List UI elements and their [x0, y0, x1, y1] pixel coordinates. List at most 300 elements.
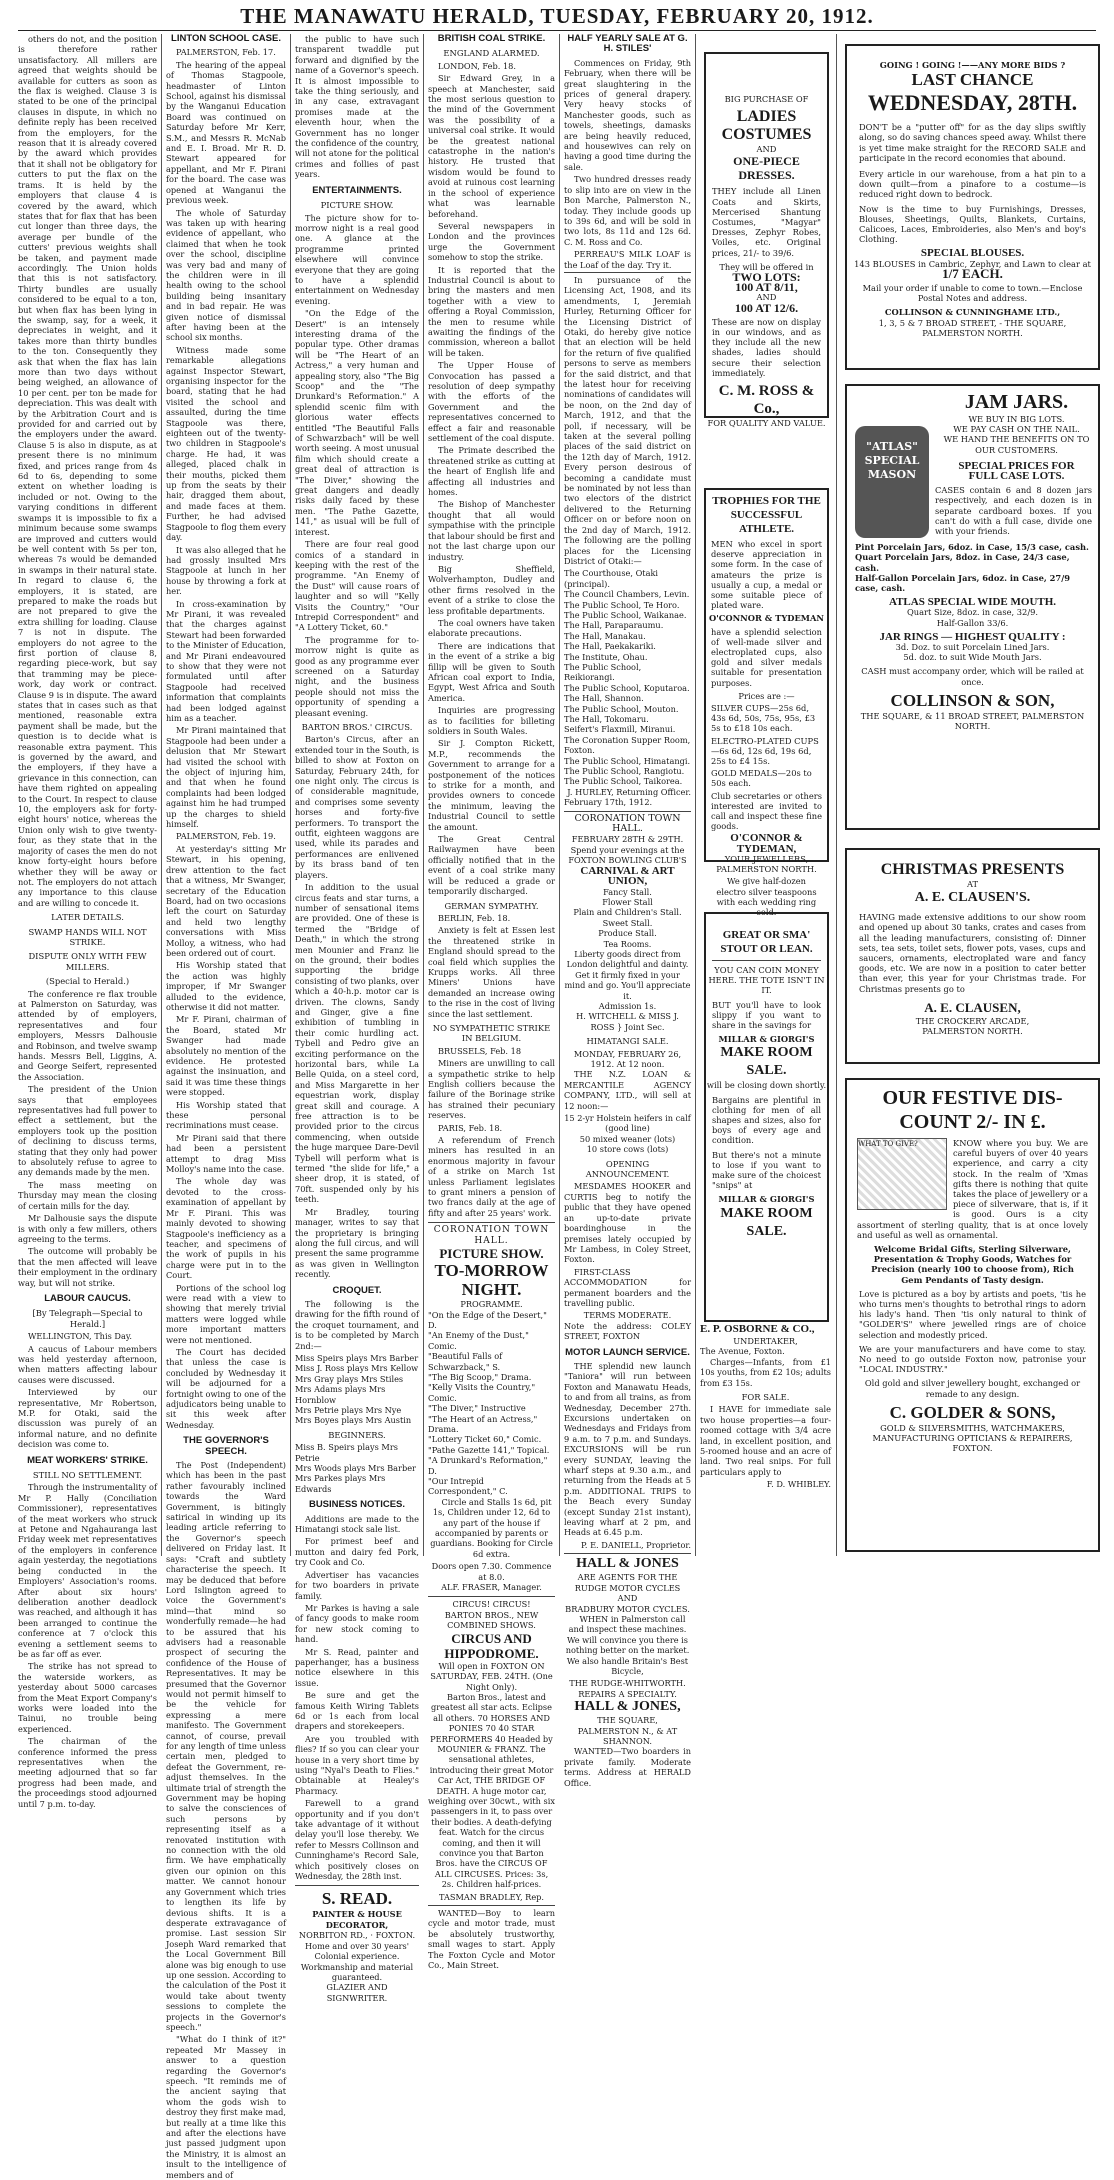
paragraph: Anxiety is felt at Essen lest the threatened strike in England should spread to the coal field which supplies the Krupps works. All three Miners' Unions have demanded an increase owing to the rise in the cost of living since the last settlement.: [428, 925, 555, 1019]
clausen-name: A. E. CLAUSEN'S.: [914, 890, 1031, 906]
circus-rep: TASMAN BRADLEY, Rep.: [438, 1891, 545, 1902]
paragraph: Mr Pirani said that there had been a persistent attempt to drag Miss Molloy's name into the case.: [166, 1132, 286, 1175]
paragraph: Advertiser has vacancies for two boarders in private family.: [295, 1569, 419, 1601]
collinson-cunninghame-advert: [845, 44, 1100, 370]
going-line: GOING ! GOING !——ANY MORE BIDS ?: [879, 60, 1066, 70]
polling-place: The Public School, Koputaroa.: [564, 682, 690, 693]
paragraph: The chairman of the conference informed the press representatives when the meeting adjourned that so far progress had been made, and the proceedings stood adjourned until 7 p.m. to-day.: [18, 1736, 157, 1809]
paragraph: Two hundred dresses ready to slip into are on view in the Bon Marche, Palmerston N., today. They include goods up to 39s 6d, and will be sold in two lots, 8s 11d and 12s 6d. C. M. Ross and Co.: [564, 174, 691, 247]
read-address: NORBITON RD., · FOXTON.: [298, 1930, 416, 1941]
rings-line: 3d. Doz. to suit Porcelain Lined Jars.: [895, 642, 1050, 653]
paragraph: Witness made some remarkable allegations against Inspector Stewart, organising inspector for the board, stating that he had visited the school and assaulted, during the time Stagpoole was there, eighteen out of the twenty-two children in Stagpoole's charge. He had, it was alleged, placed chalk in their mouths, picked them up from the seats by their hair, dragged them about, and made faces at them. Further, he had advised Stagpoole to flog them every day.: [166, 344, 286, 543]
golder-town: FOXTON.: [952, 1443, 993, 1454]
polling-place: The Public School, Taikorea.: [564, 776, 683, 787]
jars-cases: CASES contain 6 and 8 dozen jars respectively, and each dozen is in separate cardboard boxes. If you can't do with a full case, divide one with your friends.: [935, 485, 1092, 537]
paragraph: Be sure and get the famous Keith Wiring Tablets 6d or 1s each from local drapers and storekeepers.: [295, 1690, 419, 1732]
polling-place: The Courthouse, Otaki (principal).: [564, 568, 659, 589]
barton-shows: BARTON BROS., NEW COMBINED SHOWS.: [444, 1609, 539, 1631]
meat-subhead: STILL NO SETTLEMENT.: [32, 1470, 143, 1481]
ross-advert: [704, 52, 829, 429]
masthead: THE MANAWATU HERALD, TUESDAY, FEBRUARY 20, 1912.: [240, 4, 874, 28]
blouses-line: 143 BLOUSES in Cambric, Zephyr, and Lawn to clear at: [854, 258, 1091, 269]
launch-proprietor: P. E. DANIELL, Proprietor.: [581, 1539, 691, 1550]
polling-place: The Public School, Rangiotu.: [564, 766, 685, 777]
clausen-body: HAVING made extensive additions to our show room and opened up about 30 tanks, crates and cases from all the leading manufacturers, consisting of: Dinner sets, tea sets, toilet sets, flower pots, vases, cups and saucers, ornaments, electroplated ware and fancy goods, etc. We are now in a position to cater better than ever, this year for your Christmas trade. For Christmas presents go to: [859, 912, 1086, 994]
read-name: S. READ.: [321, 1889, 393, 1909]
paragraph: It was also alleged that he had grossly insulted Mrs Stagpoole at lunch in her house by throwing a fork at her.: [166, 544, 286, 597]
paragraph: Additions are made to the Himatangi stock sale list.: [295, 1513, 419, 1535]
polling-place: The Institute, Ohau.: [564, 651, 648, 662]
linton-heading: LINTON SCHOOL CASE.: [171, 33, 281, 44]
price-line: SILVER CUPS—25s 6d, 43s 6d, 50s, 75s, 95s, £3 5s to £18 10s each.: [711, 703, 816, 734]
column-rule: [836, 34, 837, 1556]
ross-onepiece: ONE-PIECE DRESSES.: [733, 154, 800, 183]
paragraph: A referendum of French miners has resulted in an enormous majority in favour of a strike on March 1st unless Parliament legislates to grant miners a pension of two francs daily at the age of fifty and after 25 years' work.: [428, 1135, 555, 1218]
price-line: GOLD MEDALS—20s to 50s each.: [711, 768, 812, 789]
paragraph: In cross-examination by Mr Pirani, it was revealed that the charges against Stewart had been forwarded to the Minister of Education, and Mr Pirani endeavoured to show that they were not formulated until after Stagpoole had received information that complaints had been lodged against him as a teacher.: [166, 598, 286, 723]
millar-advert: [704, 912, 829, 1322]
himatangi-date: MONDAY, FEBRUARY 26, 1912. At 12 noon.: [573, 1048, 682, 1069]
advert-venue: CORONATION TOWN HALL.: [433, 1225, 550, 1246]
opening-address: Note the address: COLEY STREET, FOXTON: [564, 1320, 691, 1342]
coll1-body: DON'T be a "putter off" for as the day slips swiftly along, so do saving chances speed away. Whilst there is yet time make straight for the RECORD SALE and participate in the record economies that abound.: [859, 122, 1086, 163]
polling-place: The Hall, Shannon.: [564, 693, 644, 704]
jar-illustration: "ATLAS" SPECIAL MASON: [855, 426, 929, 538]
ross-big: BIG PURCHASE OF: [724, 94, 809, 104]
picture-show-subhead: PICTURE SHOW.: [320, 200, 394, 211]
paragraph: The strike has not spread to the waterside workers, as yesterday about 5000 carcases from the Meat Export Company's works were loaded into the Tainui, no trouble being experienced.: [18, 1661, 157, 1734]
paragraph: Sir J. Compton Rickett, M.P., recommends the Government to arrange for a postponement of the notices to strike for a month, and provides owners to concede the minimum, leaving the Industrial Council to settle the amount.: [428, 738, 555, 832]
prices: Circle and Stalls 1s 6d, pit 1s, Children under 12, 6d to any part of the house if accompanied by parents or guardians. Booking for Circle 6d extra.: [430, 1496, 553, 1559]
special-credit: (Special to Herald.): [45, 976, 130, 987]
polling-place: The Public School, Reikiorangi.: [564, 661, 642, 683]
read-experience: Home and over 30 years' Colonial experience.: [305, 1940, 409, 1962]
carnival-venue: CORONATION TOWN HALL.: [574, 812, 681, 835]
draw-line: Mrs Petrie plays Mrs Nye: [295, 1405, 402, 1415]
jar-rings: JAR RINGS — HIGHEST QUALITY :: [879, 630, 1066, 643]
dateline: WELLINGTON, This Day.: [28, 1331, 132, 1342]
trophy-clubs: Club secretaries or others interested are invited to call and inspect these fine goods.: [711, 790, 822, 832]
paragraph: The president of the Union says that employees representatives had full power to effect a settlement, but the employers took up the position of declining to discuss terms, stating that they only had power to absolutely refuse to agree to any demands made by the men.: [18, 1084, 157, 1178]
for-sale-heading: FOR SALE.: [741, 1392, 790, 1403]
golder-body: KNOW where you buy. We are careful buyers of over 40 years experience, and carry a city stock. In the realm of 'Xmas gifts there is nothing that quite takes the place of jewellery or a piece of silverware, that is, if it is good. Ours is a city assortment of sterling quality, that is at once lovely and useful as well as ornamental.: [857, 1138, 1088, 1240]
paragraph: Inquiries are progressing as to facilities for billeting soldiers in South Wales.: [428, 705, 555, 736]
flax-article-text: others do not, and the position is therefore rather unsatisfactory. All millers are agreed that weights should be available for cutters as soon as the flax is weighed. Clause 3 is stated to be one of the principal clauses in dispute, in which no definite reply has been received from the employers, for the reason that it is already covered by the award which provides that it shall not be obligatory for cutters to put the flax on the trams. It is held by the employers that clause 4 is covered by the award, which states that for flax that has been cut longer than three days, the average per bundle of the cutters' previous weights shall be taken, and payment made accordingly. The Union holds that this is not satisfactory. Thirty bundles are usually considered to be equal to a ton, but when flax has been lying in the swamp, say, for a week, it depreciates in weight, and it takes more than thirty bundles to the ton. Consequently they ask that when the flax has lain more than two days without being weighed, an allowance of 10 per cent. per ton be made for depreciation. This was dealt with by the Arbitration Court and is provided for and carried out by the employers under the award. Clause 5 is also in dispute, as at present there is no minimum fixed, and prices range from 4s 6d to 6s, depending to some extent on whether loading is included or not. Owing to the varying conditions in different swamps it is impossible to fix a minimum because some swamps are improved and cutters would be well content with 5s per ton, whereas 7s would be demanded in swamps in their natural state. In regard to clause 6, the employers, it is stated, are prepared to make the roads but are not prepared to give the extra shilling for loading. Clause 7 is not in dispute. The employers do not agree to the first portion of clause 8, regarding piece-work, but say that tramming may be piece-work, day work or contract. Clause 9 is in dispute. The award states that in cases such as that mentioned, reasonable extra payment shall be made, but the question is to decide what is reasonable extra payment. This is governed by the award, and the employers, if they have a grievance in this connection, can have them righted on appealing to the Court. In respect to clause 10, the employers ask for forty-eight hours' notice, whereas the Union only wish to give twenty-four, as they state that in the majority of cases the men do not know forty-eight hours before whether they will be away or not. The employers do not attach any importance to this clause and are willing to concede it.: [18, 34, 157, 908]
paragraph: Mr Pirani maintained that Stagpoole had been under a delusion that Mr Stewart had visited the school with the object of injuring him, and that when he found complaints had been lodged against him he had trumped up the charges to shield himself.: [166, 725, 286, 830]
ross-and-2: AND: [756, 292, 777, 303]
hall-jones-rudge: THE RUDGE-WHITWORTH.: [569, 1678, 686, 1689]
draw-line: Miss J. Ross plays Mrs Kellow: [295, 1363, 419, 1374]
read-glazier: GLAZIER AND SIGNWRITER.: [326, 1982, 388, 2003]
atlas-quart: Quart Size, 8doz. in case, 32/9.: [906, 607, 1039, 618]
collinson-son-name: COLLINSON & SON,: [890, 690, 1055, 710]
stock-item: 15 2-yr Holstein heifers in calf (good line): [564, 1113, 691, 1134]
wednesday-line: WEDNESDAY, 28TH.: [867, 90, 1078, 116]
ross-lot-2: 100 AT 12/6.: [734, 300, 799, 315]
polling-place: The Hall, Tokomaru.: [564, 714, 649, 724]
ross-ladies: LADIES COSTUMES: [721, 108, 812, 144]
hall-jones-advert: [564, 1553, 691, 1746]
carnival-advert: [564, 811, 691, 1033]
opening-body: MESDAMES HOOKER and CURTIS beg to notify the public that they have opened an up-to-date private boardinghouse in the premises lately occupied by Mr Lambess, in Coley Street, Foxton.: [564, 1181, 691, 1265]
opening-terms: TERMS MODERATE.: [583, 1310, 672, 1321]
trophy-firm: O'CONNOR & TYDEMAN: [709, 613, 824, 624]
dateline: BRUSSELS, Feb. 18: [438, 1045, 522, 1056]
launch-body: THE splendid new launch "Taniora" will run between Foxton and Manawatu Heads, to and from all trains, as from Wednesday, December 27th. Excursions undertaken on Wednesdays and Fridays from 9 a.m. to 7 p.m. and Sundays. EXCURSIONS will be run every SUNDAY, leaving the wharf steps at 9.30 a.m., and returning from the Heads at 5 p.m. ADDITIONAL TRIPS to the Beach every Sunday (except Sunday 21st instant), leaving wharf at 2 pm, and Heads at 6.45 p.m.: [564, 1360, 691, 1538]
german-sympathy-heading: GERMAN SYMPATHY.: [444, 900, 539, 911]
programme-item: "The Diver," Instructive: [428, 1403, 526, 1414]
paragraph: The whole day was devoted to the cross-examination of appellant by Mr F. Pirani. This was mainly devoted to showing Stagpoole's inefficiency as a teacher, and specimens of the work of pupils in his charge were put in to the Court.: [166, 1176, 286, 1281]
programme-item: "On the Edge of the Desert," D.: [428, 1309, 547, 1330]
millar-tote: YOU CAN COIN MONEY HERE. THE TOTE ISN'T IN IT.: [708, 965, 825, 996]
clausen-advert: [845, 848, 1100, 1064]
programme-item: "An Enemy of the Dust," Comic.: [428, 1330, 529, 1351]
rings-line: 5d. doz. to suit Wide Mouth Jars.: [903, 652, 1042, 663]
paragraph: Are you troubled with flies? If so you can clear your house in a very short time by using "Nyal's Death to Flies." Obtainable at Healey's Pharmacy.: [295, 1733, 419, 1796]
for-sale-body: I HAVE for immediate sale two house properties—a four-roomed cottage with 3/4 acre land, in excellent position, and 5-roomed house and an acre of land. Two real snips. For full particulars apply to: [700, 1404, 831, 1477]
trophy-name: O'CONNOR & TYDEMAN,: [730, 832, 803, 855]
hall-jones-name-2: HALL & JONES,: [574, 1699, 681, 1715]
paragraph: Interviewed by our representative, Mr Robertson, M.P. for Otaki, said the discussion was purely of an informal nature, and no definite decision was come to.: [18, 1387, 157, 1450]
millar-make-2: MAKE ROOM: [720, 1205, 813, 1221]
golder-title-1: OUR FESTIVE DIS-: [882, 1087, 1063, 1109]
ross-offered: They will be offered in: [719, 261, 814, 272]
paragraph: The programme for to-morrow night is quite as good as any programme ever screened on a Saturday night, and the business people should not miss the opportunity of spending a pleasant evening.: [295, 634, 419, 718]
dateline: BERLIN, Feb. 18.: [438, 912, 511, 923]
trophy-title: TROPHIES FOR THE SUCCESSFUL ATHLETE.: [712, 495, 821, 535]
paragraph: The Court has decided that unless the case is concluded by Wednesday it will be adjourned for a fortnight owing to one of the adjudicators being unable to sit this week after Wednesday.: [166, 1346, 286, 1430]
coal-strike-heading: BRITISH COAL STRIKE.: [437, 33, 546, 44]
returning-officer: J. HURLEY, Returning Officer.: [567, 786, 691, 797]
paragraph: The Primate described the threatened strike as cutting at the heart of English life and affecting all industries and homes.: [428, 445, 555, 498]
each-price: 1/7 EACH.: [942, 265, 1003, 281]
notice-date: February 17th, 1912.: [564, 797, 653, 808]
clausen-title: CHRISTMAS PRESENTS: [880, 861, 1065, 878]
stock-item: 10 store cows (lots): [586, 1144, 669, 1155]
millar-lose: But there's not a minute to lose if you want to make sure of the choicest "snips" at: [712, 1149, 821, 1191]
column-rule: [161, 34, 162, 1556]
paragraph: "On the Edge of the Desert" is an intensely interesting drama of the popular type. Other dramas will be "The Heart of an Actress," a very human and appealing story, also "The Big Scoop" and the "The Drunkard's Reformation." A splendid scenic film with glorious water effects entitled "The Beautiful Falls of Schwarzbach" will be well worth seeing. A most unusual film which should create a great deal of attraction is "The Diver," showing the great dangers and deadly risks daily faced by these men. "The Pathe Gazette, 141," as usual will be full of interest.: [295, 308, 419, 537]
polling-place: The Hall, Paekakariki.: [564, 641, 656, 652]
trophy-body-2: have a splendid selection of well-made silver and electroplated cups, also gold and silver medals suitable for presentation purposes.: [711, 626, 822, 688]
jars-cash: CASH must accompany order, which will be railed at once.: [861, 666, 1084, 687]
atlas-half: Half-Gallon 33/6.: [936, 617, 1009, 628]
trophy-advert: [704, 488, 829, 917]
himatangi-body: THE N.Z. LOAN & MERCANTILE AGENCY COMPANY, LTD., will sell at 12 noon:—: [564, 1069, 691, 1111]
quart-line: Quart Porcelain Jars, 8doz. in Case, 24/3 case, cash.: [855, 552, 1070, 573]
paragraph: Sir Edward Grey, in a speech at Manchester, said the most serious question to the mind of the Government was the possibility of a universal coal strike. It would be the greatest national catastrophe in the nation's history. He trusted that wisdom would be found to avoid at ruinous cost learning in the school of experience what was learnable beforehand.: [428, 73, 555, 219]
paragraph: The conference re flax trouble at Palmerston on Saturday, was attended by of employers, representatives and four employers, Messrs Dalhousie and Robinson, and twelve swamp hands. Messrs Bell, Liggins, A. and George Seifert, represented the Association.: [18, 988, 157, 1082]
column-1: [18, 34, 157, 1809]
jam-jars-advert: [845, 384, 1100, 830]
carnival-dates: FEBRUARY 28TH & 29TH.: [571, 834, 684, 845]
circus-advert: [428, 1596, 555, 1902]
stiles-sale-heading: HALF YEARLY SALE AT G. H. STILES': [567, 33, 688, 55]
polling-place: The Public School, Waikanae.: [564, 609, 687, 620]
paragraph: Mr F. Pirani, chairman of the Board, stated Mr Swanger had made absolutely no mention of the evidence. He protested against the insinuation, and said it was time these things were stopped.: [166, 1014, 286, 1098]
whibley: F. D. WHIBLEY.: [766, 1479, 831, 1490]
himatangi-heading: HIMATANGI SALE.: [586, 1036, 669, 1047]
column-rule: [290, 34, 291, 1556]
programme-item: "The Heart of an Actress," Drama.: [428, 1413, 538, 1434]
trophy-role: YOUR JEWELLERS,: [724, 853, 809, 864]
ross-name: C. M. ROSS & Co.,: [718, 383, 815, 418]
circus-cry: CIRCUS! CIRCUS!: [452, 1599, 531, 1610]
polling-place: The Public School, Mouton.: [564, 703, 679, 714]
paragraph: Mr Parkes is having a sale of fancy goods to make room for new stock coming to hand.: [295, 1602, 419, 1645]
opening-accommodation: FIRST-CLASS ACCOMMODATION for permanent boarders and the travelling public.: [564, 1266, 691, 1308]
advert-night: TO-MORROW NIGHT.: [434, 1261, 549, 1300]
paragraph: Through the instrumentality of Mr P. Hally (Conciliation Commissioner), representatives of the meat workers who struck at Petone and Ngahauranga last Friday week met representatives of the employers in conference again yesterday, the negotiations being conducted in the Employers' Association's rooms. After about six hours' deliberation another deadlock was reached, and although it has been arranged to continue the conference at 7 o'clock this evening a settlement seems to be as far off as ever.: [18, 1482, 157, 1659]
ross-two-lots: TWO LOTS:: [732, 270, 801, 285]
circus-open: Will open in FOXTON ON SATURDAY, FEB. 24TH. (One Night Only).: [430, 1660, 553, 1692]
carnival-title: CARNIVAL & ART UNION,: [580, 864, 675, 888]
trophy-town: PALMERSTON NORTH.: [716, 864, 817, 875]
draw-line: Mrs Boyes plays Mrs Austin: [295, 1415, 412, 1426]
trophy-prices: Prices are :—: [738, 690, 795, 701]
millar-sale-2: SALE.: [746, 1223, 787, 1239]
osborne-charges: Charges—Infants, from £1 10s youths, from £2 10s; adults from £3 15s.: [700, 1356, 831, 1388]
column-6-lower: [700, 1322, 831, 1552]
coll1-town: PALMERSTON NORTH.: [922, 327, 1023, 338]
labour-caucus-heading: LABOUR CAUCUS.: [44, 1292, 131, 1304]
paragraph: PERREAU'S MILK LOAF is the Loaf of the day. Try it.: [564, 249, 691, 270]
beginners-subhead: BEGINNERS.: [328, 1429, 386, 1440]
polling-place: The Coronation Supper Room, Foxton.: [564, 734, 691, 756]
osborne-trade: UNDERTAKER,: [733, 1336, 798, 1346]
millar-name-1: MILLAR & GIORGI'S: [718, 1034, 815, 1045]
paragraph: The mass meeting on Thursday may mean the closing of certain mills for the day.: [18, 1179, 157, 1211]
column-2: [166, 33, 286, 2180]
paragraph: Miners are unwilling to call a sympathetic strike to help English colliers because the failure of the Borinage strike has strained their pecuniary reserves.: [428, 1058, 555, 1121]
polling-place: The Public School, Te Horo.: [564, 599, 680, 610]
coll1-every: Every article in our warehouse, from a hat pin to a down quilt—from a pinafore to a costume—is reduced right down to bedrock.: [859, 169, 1086, 200]
hall-jones-repairs: REPAIRS A SPECIALTY.: [578, 1688, 677, 1699]
meat-workers-heading: MEAT WORKERS' STRIKE.: [27, 1454, 148, 1466]
programme-item: "Our Intrepid Correspondent," C.: [428, 1476, 508, 1497]
hall-jones-body: WHEN in Palmerston call and inspect these machines. We will convince you there is nothing better on the market. We also handle Britain's Best Bicycle,: [565, 1613, 690, 1676]
circus-title: CIRCUS AND HIPPODROME.: [444, 1630, 539, 1661]
wanted-boarders: WANTED—Two boarders in private family. Moderate terms. Address at HERALD Office.: [564, 1746, 691, 1788]
paragraph: In addition to the usual circus feats and star turns, a number of sensational items are provided. One of these is termed the "Bridge of Death," in which the strong men Mounier and Franz lie on the ground, their bodies supporting the bridge consisting of two planks, over which a 40-h.p. motor car is driven. The clowns, Sandy and Ginger, give a fine exhibition of tumbling in their comic hurdling act. Tybell and Pedro give an exciting performance on the horizontal bars, while La Belle Quida, on a steel cord, and Miss Margarette in her equestrian work, display great skill and courage. A free attraction is to be provided prior to the circus commencing, when outside the huge marquee Dare-Devil Tybell will perform what is termed "the slide for life," a sheer drop, it is stated, of 70ft. suspended only by his teeth.: [295, 882, 419, 1205]
draw-line: Mrs Parkes plays Mrs Edwards: [295, 1473, 386, 1494]
column-3: [295, 34, 419, 2003]
paragraph: "What do I think of it?" repeated Mr Massey in answer to a question regarding the Governor's speech. "It reminds me of the ancient saying that whom the gods wish to destroy they first make mad, but really at a time like this and after the elections have just passed judgment upon the Ministry, it is almost an insult to the intelligence of members and of: [166, 2034, 286, 2180]
mail-order: Mail your order if unable to come to town.—Enclose Postal Notes and address.: [862, 283, 1083, 304]
stall: Tea Rooms.: [603, 938, 652, 949]
telegraph-credit: [By Telegraph—Special to Herald.]: [32, 1308, 143, 1329]
programme-item: "Pathe Gazette 141," Topical.: [428, 1444, 550, 1455]
carnival-admission: Admission 1s.: [598, 1000, 657, 1011]
read-trade: PAINTER & HOUSE DECORATOR,: [312, 1909, 402, 1930]
jars-line: WE PAY CASH ON THE NAIL.: [953, 424, 1080, 435]
circus-body: Barton Bros., latest and greatest all star acts. Eclipse all others. 70 HORSES AND PONIES 70 40 STAR PERFORMERS 40 Headed by MOUNIER & FRANZ. The sensational athletes, introducing their great Motor Car Act, THE BRIDGE OF DEATH. A huge motor car, weighing over 30cwt., with six passengers in it, to pass over their bodies. A death-defying feat. Watch for the circus coming, and then it will convince you that Barton Bros. have the CIRCUS OF ALL CIRCUSES. Prices: 3s, 2s. Children half-prices.: [428, 1691, 555, 1890]
hall-jones-bradbury: BRADBURY MOTOR CYCLES.: [565, 1603, 690, 1614]
stock-item: 50 mixed weaner (lots): [579, 1133, 676, 1144]
paragraph: There are indications that in the event of a strike a big fillip will be given to South African coal export to India, Egypt, West Africa and South America.: [428, 640, 555, 703]
masthead-rule: [18, 30, 1096, 31]
stall: Produce Stall.: [598, 928, 657, 939]
dateline: LONDON, Feb. 18.: [438, 60, 516, 71]
golder-trade: GOLD & SILVERSMITHS, WATCHMAKERS, MANUFACTURING OPTICIANS & REPAIRERS,: [872, 1422, 1073, 1444]
millar-closing: will be closing down shortly.: [706, 1080, 827, 1091]
price-line: ELECTRO-PLATED CUPS—6s 6d, 12s 6d, 19s 6d, 25s to £4 15s.: [711, 735, 819, 767]
coal-subhead: ENGLAND ALARMED.: [443, 48, 540, 59]
jars-line: WE HAND THE BENEFITS ON TO OUR CUSTOMERS.: [943, 434, 1090, 455]
swamp-hands-subhead: SWAMP HANDS WILL NOT STRIKE.: [28, 926, 147, 947]
golder-list: Welcome Bridal Gifts, Sterling Silverware, Presentation & Trophy Goods, Watches for Precision (nearly 100 to choose from), Rich Gem Pendants of Tasty design.: [871, 1244, 1074, 1285]
read-advert: [295, 1885, 419, 2003]
paragraph: The Bishop of Manchester thought that all would sympathise with the principle that labour should be first and not the last charge upon our industry.: [428, 499, 555, 562]
paragraph: the public to have such transparent twaddle put forward and dignified by the name of a Governor's speech. It is almost impossible to take the thing seriously, and in any case, extravagant promises made at the eleventh hour, when the Government has no longer the confidence of the country, will not atone for the political crimes and follies of past years.: [295, 34, 419, 180]
hall-jones-name: HALL & JONES: [576, 1556, 679, 1572]
licensing-notice: In pursuance of the Licensing Act, 1908, and its amendments, I, Jeremiah Hurley, Returning Officer for the Licensing District of Otaki, do hereby give notice that an election will be held for the return of five qualified persons to serve as members for the said district, and that the latest hour for receiving nominations of candidates will be noon, on the 2nd day of March, 1912, and that the poll, if necessary, will be taken at the several polling places of the said district on the 12th day of March, 1912. Every person desirous of becoming a candidate must be nominated by not less than two electors of the district delivered to the Returning Officer on or before noon on the 2nd day of March, 1912. The following are the polling places for the Licensing District of Otaki:—: [564, 272, 691, 566]
millar-name-2: MILLAR & GIORGI'S: [718, 1194, 815, 1205]
column-rule: [423, 34, 424, 1556]
paragraph: There are four real good comics of a standard in keeping with the rest of the programme. "An Enemy of the Dust" will cause roars of laughter and so will "Kelly Visits the Country," "Our Intrepid Correspondent" and "A Lottery Ticket, 60.": [295, 539, 419, 633]
jars-full: FULL CASE LOTS.: [968, 470, 1065, 483]
programme-item: "Kelly Visits the Country," Comic.: [428, 1382, 536, 1403]
paragraph: The whole of Saturday was taken up with hearing evidence of appellant, who claimed that when he took over the school, discipline was very bad and many of the children were in ill health owing to the school building being insanitary and in bad repair. He was given notice of dismissal after having been at the school six months.: [166, 207, 286, 343]
programme-item: "The Big Scoop," Drama.: [428, 1371, 532, 1382]
paragraph: The picture show for to-morrow night is a real good one. A glance at the programme printed elsewhere will convince everyone that they are going to have a splendid entertainment on Wednesday evening.: [295, 212, 419, 306]
programme-item: "Lottery Ticket 60," Comic.: [428, 1434, 542, 1445]
ross-tag: FOR QUALITY AND VALUE.: [707, 418, 826, 429]
business-notices-heading: BUSINESS NOTICES.: [308, 1499, 406, 1511]
trophy-body: MEN who excel in sport deserve appreciation in some form. In the case of amateurs the prize is usually a cup, a medal or some suitable piece of plated ware.: [711, 539, 822, 611]
paragraph: For primest beef and mutton and dairy fed Pork, try Cook and Co.: [295, 1536, 419, 1568]
paragraph: The coal owners have taken elaborate precautions.: [428, 617, 555, 639]
golder-advert: [845, 1078, 1100, 1552]
atlas-line: ATLAS SPECIAL WIDE MOUTH.: [888, 596, 1057, 609]
ross-lot-1: 100 AT 8/11,: [735, 280, 798, 295]
draw-line: Mrs Gray plays Mrs Stiles: [295, 1373, 404, 1384]
stall: Flower Stall: [602, 896, 653, 907]
manager: ALF. FRASER, Manager.: [441, 1582, 542, 1593]
hall-jones-agents: ARE AGENTS FOR THE RUDGE MOTOR CYCLES: [574, 1572, 681, 1593]
paragraph: The Post (Independent) which has been in the past rather favourably inclined towards the Ward Government, is bitingly satirical in winding up its leading article referring to the Governor's speech delivered on Friday last. It says: "Craft and subtlety characterise the speech. It may be deduced that before Lord Islington agreed to voice the Government's mind—that mind so wonderfully remade—he had to be assured that his advisers had a reasonable prospect of securing the confidence of the House of Representatives. It may be presumed that the Governor would not permit himself to be the vehicle for expressing a mere manifesto. The Government cannot, of course, prevail for any length of time unless certain men, pledged to defeat the Government, re-adjust themselves. In the ultimate trial of strength the Government may be hoping to salve the consciences of such persons by representing itself as a renovated institution with no connection with the old firm. We have emphatically given our opinion on this matter. We cannot honour any Government which tries to lengthen its life by devious shifts. It is a desperate extravagance of promise. Last session Sir Joseph Ward remarked that the Local Government Bill alone was big enough to use up one session. According to the calculation of the Post it would take about twenty sessions to complete the projects in the Governor's speech.": [166, 1460, 286, 2032]
paragraph: It is reported that the Industrial Council is about to bring the masters and men together with a view to offering a Royal Commission, the men to resume while awaiting the findings of the commission, whereon a ballot will be taken.: [428, 264, 555, 358]
draw-line: Mrs Woods plays Mrs Barber: [295, 1463, 416, 1474]
last-chance: LAST CHANCE: [911, 70, 1034, 90]
polling-place: The Council Chambers, Levin.: [564, 589, 690, 600]
millar-bargains: Bargains are plentiful in clothing for men of all shapes and sizes, also for boys of every age and condition.: [712, 1094, 821, 1146]
polling-place: The Hall, Paraparaumu.: [564, 620, 664, 631]
polling-place: The Hall, Manakau.: [564, 630, 646, 641]
paragraph: Mr Dalhousie says the dispute is with only a few millers, others agreeing to the terms.: [18, 1213, 157, 1244]
carnival-spend: Spend your evenings at the FOXTON BOWLING CLUB'S: [568, 844, 687, 866]
paragraph: At yesterday's sitting Mr Stewart, in his opening, drew attention to the fact that a witness, Mr Swanger, secretary of the Education Board, had on two occasions left the court on Saturday and held two lengthy conversations with Miss Molloy, a witness, who had been ordered out of court.: [166, 843, 286, 958]
carnival-secs: H. WITCHELL & MISS J. ROSS } Joint Sec.: [576, 1011, 679, 1032]
advert-show: PICTURE SHOW.: [439, 1246, 544, 1262]
entertainments-heading: ENTERTAINMENTS.: [312, 184, 402, 196]
column-5: [564, 33, 691, 1788]
programme-item: "A Drunkard's Reformation," D.: [428, 1455, 548, 1476]
golder-name: C. GOLDER & SONS,: [889, 1402, 1056, 1422]
osborne-address: The Avenue, Foxton.: [700, 1346, 785, 1357]
millar-sale-1: SALE.: [746, 1063, 787, 1079]
read-work: Workmanship and material guaranteed.: [300, 1961, 414, 1982]
belgium-heading: NO SYMPATHETIC STRIKE IN BELGIUM.: [432, 1022, 551, 1044]
paragraph: The Great Central Railwaymen have been officially notified that in the event of a coal strike many will be reduced a grade or temporarily discharged.: [428, 834, 555, 897]
hall-jones-and: AND: [617, 1593, 638, 1604]
dateline: PARIS, Feb. 18.: [438, 1122, 503, 1133]
column-4: [428, 33, 555, 1971]
clausen-name-2: A. E. CLAUSEN,: [924, 999, 1021, 1015]
picture-show-advert: [428, 1222, 555, 1592]
paragraph: A caucus of Labour members was held yesterday afternoon, when matters affecting labour causes were discussed.: [18, 1343, 157, 1385]
pint-line: Pint Porcelain Jars, 6doz. in Case, 15/3 case, cash.: [855, 542, 1089, 553]
dateline: PALMERSTON, Feb. 19.: [176, 831, 276, 842]
wanted-boy: WANTED—Boy to learn cycle and motor trade, must be absolutely trustworthy, small wages to start. Apply The Foxton Cycle and Motor Co., Main Street.: [428, 1905, 555, 1970]
paragraph: The outcome will probably be that the men affected will leave their employment in the ordinary way, but will not strike.: [18, 1246, 157, 1288]
golder-old: Old gold and silver jewellery bought, exchanged or remade to any design.: [864, 1378, 1081, 1399]
opening-heading: OPENING ANNOUNCEMENT.: [585, 1158, 670, 1180]
dispute-subhead: DISPUTE ONLY WITH FEW MILLERS.: [28, 951, 147, 972]
hall-jones-town: PALMERSTON N., & AT SHANNON.: [577, 1725, 678, 1746]
paragraph: Mr S. Read, painter and paperhanger, has a business notice elsewhere in this issue.: [295, 1646, 419, 1688]
paragraph: The Upper House of Convocation has passed a resolution of deep sympathy with the efforts of the Government and the representatives concerned to effect a fair and reasonable settlement of the coal dispute.: [428, 360, 555, 444]
ross-and: AND: [756, 144, 777, 155]
paragraph: Farewell to a grand opportunity and if you don't take advantage of it without delay you'll lose thereby. We refer to Messrs Collinson and Cunninghame's Record Sale, which positively closes on Wednesday, the 28th inst.: [295, 1798, 419, 1882]
golder-title-2: COUNT 2/- IN £.: [899, 1111, 1046, 1133]
paragraph: His Worship stated that these personal recriminations must cease.: [166, 1099, 286, 1131]
croquet-heading: CROQUET.: [332, 1284, 382, 1296]
millar-but: BUT you'll have to look slippy if you want to share in the savings for: [712, 999, 821, 1031]
dateline: PALMERSTON, Feb. 17.: [176, 47, 276, 58]
stall: Fancy Stall.: [603, 886, 652, 897]
half-line: Half-Gallon Porcelain Jars, 6doz. in Case, 27/9 case, cash.: [855, 572, 1071, 594]
draw-line: Miss B. Speirs plays Mrs Petrie: [295, 1442, 398, 1463]
millar-make-1: MAKE ROOM: [720, 1045, 813, 1061]
column-rule: [559, 34, 560, 1556]
paragraph: Big Sheffield, Wolverhampton, Dudley and other firms resolved in the event of a strike to close the less profitable departments.: [428, 563, 555, 616]
paragraph: The hearing of the appeal of Thomas Stagpoole, headmaster of Linton School, against his dismissal by the Wanganui Education Board was continued on Saturday before Mr Kerr, S.M., and Messrs R. McNab and E. I. Broad. Mr R. D. Stewart appeared for appellant, and Mr F. Pirani for the board. The case was opened at Wanganui the previous week.: [166, 59, 286, 206]
paragraph: Several newspapers in London and the provinces urge the Government somehow to stop the strike.: [428, 220, 555, 263]
paragraph: Mr Bradley, touring manager, writes to say that the proprietary is bringing along the full circus, and will present the same programme as was given in Wellington recently.: [295, 1206, 419, 1280]
doors: Doors open 7.30. Commence at 8.0.: [431, 1561, 552, 1582]
clausen-arcade: THE CROCKERY ARCADE,: [915, 1015, 1030, 1026]
ross-body: THEY include all Linen Coats and Skirts, Mercerised Shantung Costumes, "Magyar" Dresses, Zephyr Robes, Voiles, etc. Original prices, 21/- to 39/6.: [712, 186, 821, 258]
trophy-gift: We give half-dozen electro silver teaspoons with each wedding ring sold.: [716, 876, 817, 917]
governors-speech-heading: THE GOVERNOR'S SPEECH.: [183, 1435, 269, 1457]
ross-display: These are now on display in our windows, and as they include all the new shades, ladies should secure their selection immediately.: [712, 316, 821, 378]
programme-label: PROGRAMME.: [460, 1299, 523, 1310]
coll1-now: Now is the time to buy Furnishings, Dresses, Blouses, Sheetings, Quilts, Blankets, Curtains, Calicoes, Laces, Embroideries, also Men's and boy's Clothing.: [859, 203, 1086, 245]
paragraph: Barton's Circus, after an extended tour in the South, is billed to show at Foxton on Saturday, February 24th, for one night only. The circus is of considerable magnitude, and comprises some seventy horses and forty-five performers. To transport the outfit, eighteen waggons are used, while its parades and performances are enlivened by its brass band of ten players.: [295, 734, 419, 880]
golder-manu: We are your manufacturers and have come to stay. No need to go outside Foxton now, patronise your "LOCAL INDUSTRY.": [859, 1343, 1086, 1375]
programme-item: "Beautiful Falls of Schwarzback," S.: [428, 1351, 503, 1372]
stall: Plain and Children's Stall.: [573, 907, 682, 918]
clausen-town: PALMERSTON NORTH.: [922, 1026, 1023, 1037]
paragraph: Commences on Friday, 9th February, when there will be great slaughtering in the prices of general drapery. Very heavy stocks of Manchester goods, such as towels, sheetings, damasks are being heavily reduced, and housewives can rely on having a good time during the sale.: [564, 57, 691, 172]
hall-jones-square: THE SQUARE,: [597, 1715, 658, 1726]
circus-subhead: BARTON BROS.' CIRCUS.: [301, 722, 413, 732]
special-blouses: SPECIAL BLOUSES.: [920, 247, 1025, 260]
coll1-name: COLLINSON & CUNNINGHAME LTD.,: [884, 307, 1061, 318]
paragraph: The following is the drawing for the fifth round of the croquet tournament, and is to be completed by March 2nd:—: [295, 1298, 419, 1351]
draw-line: Mrs Adams plays Mrs Hornblow: [295, 1384, 386, 1405]
launch-heading: MOTOR LAUNCH SERVICE.: [565, 1346, 690, 1358]
paragraph: His Worship stated that the action was highly improper, if Mr Swanger alluded to the evidence, otherwise it did not matter.: [166, 960, 286, 1012]
jars-special: SPECIAL PRICES FOR: [958, 459, 1075, 472]
golder-love: Love is pictured as a boy by artists and poets, 'tis he who turns men's thoughts to betrothal rings to adorn his lady's hand. Then 'tis only natural to think of "GOLDER'S" where jewelled rings are of choice selection and modestly priced.: [859, 1288, 1086, 1340]
polling-place: The Public School, Himatangi.: [564, 755, 691, 766]
polling-place: Seifert's Flaxmill, Miranui.: [564, 724, 676, 735]
later-details-subhead: LATER DETAILS.: [51, 912, 124, 923]
stall: Sweet Stall.: [602, 917, 653, 928]
millar-question: GREAT OR SMA' STOUT OR LEAN.: [720, 929, 813, 955]
